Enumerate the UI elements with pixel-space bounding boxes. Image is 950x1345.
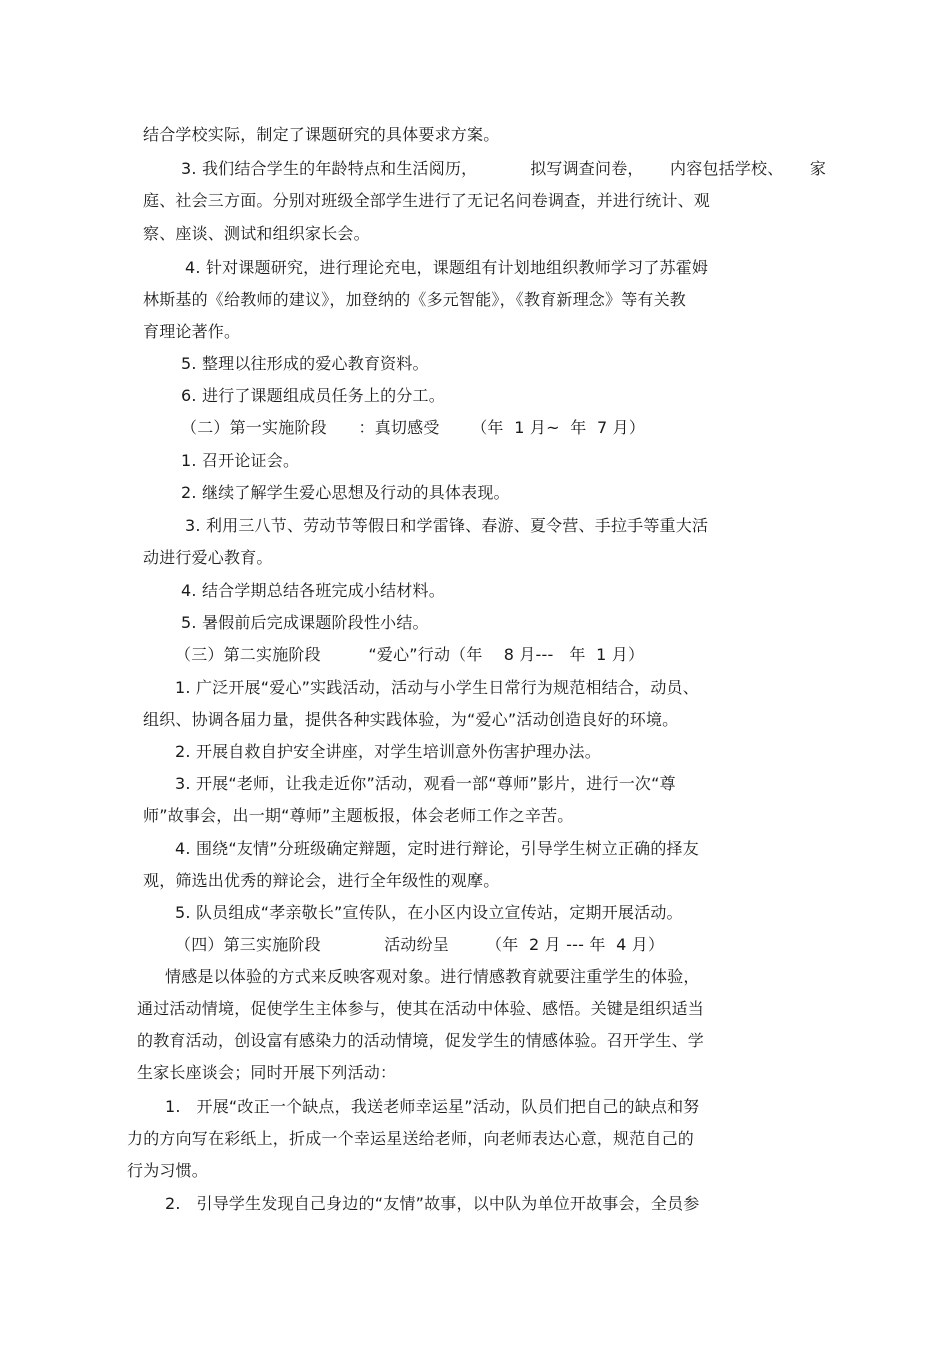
text-line: 力的方向写在彩纸上，折成一个幸运星送给老师，向老师表达心意，规范自己的 — [127, 1129, 695, 1148]
text-line: 2. 引导学生发现自己身边的“友情”故事，以中队为单位开故事会，全员参 — [165, 1194, 700, 1213]
text-line: 庭、社会三方面。分别对班级全部学生进行了无记名问卷调查，并进行统计、观 — [143, 191, 711, 210]
text-line: 5. 整理以往形成的爱心教育资料。 — [181, 354, 429, 373]
text-line: 动进行爱心教育。 — [143, 548, 273, 567]
section-heading: （二）第一实施阶段 ：真切感受 （年 1 月~ 年 7 月） — [181, 418, 646, 437]
text-line: 察、座谈、测试和组织家长会。 — [143, 224, 370, 243]
text-line: 观，筛选出优秀的辩论会，进行全年级性的观摩。 — [143, 871, 500, 890]
text-line: 情感是以体验的方式来反映客观对象。进行情感教育就要注重学生的体验， — [165, 967, 700, 986]
text-line: 5. 队员组成“孝亲敬长”宣传队，在小区内设立宣传站，定期开展活动。 — [175, 903, 683, 922]
text-line: 1. 召开论证会。 — [181, 451, 300, 470]
section-heading: （四）第三实施阶段 活动纷呈 （年 2 月 --- 年 4 月） — [175, 935, 665, 954]
text-line: 2. 继续了解学生爱心思想及行动的具体表现。 — [181, 483, 510, 502]
text-line: 4. 结合学期总结各班完成小结材料。 — [181, 581, 445, 600]
text-line: 行为习惯。 — [127, 1161, 209, 1180]
section-heading: （三）第二实施阶段 “爱心”行动（年 8 月--- 年 1 月） — [175, 645, 645, 664]
text-line: 5. 暑假前后完成课题阶段性小结。 — [181, 613, 429, 632]
text-line: 师”故事会，出一期“尊师”主题板报，体会老师工作之辛苦。 — [143, 806, 574, 825]
text-line: 4. 针对课题研究，进行理论充电，课题组有计划地组织教师学习了苏霍姆 — [185, 258, 709, 277]
text-line: 3. 利用三八节、劳动节等假日和学雷锋、春游、夏令营、手拉手等重大活 — [185, 516, 709, 535]
text-line: 2. 开展自救自护安全讲座，对学生培训意外伤害护理办法。 — [175, 742, 601, 761]
text-line: 结合学校实际，制定了课题研究的具体要求方案。 — [143, 125, 500, 144]
text-line: 3. 我们结合学生的年龄特点和生活阅历， 拟写调查问卷， 内容包括学校、 家 — [181, 159, 827, 178]
text-line: 组织、协调各届力量，提供各种实践体验，为“爱心”活动创造良好的环境。 — [143, 710, 679, 729]
text-line: 生家长座谈会；同时开展下列活动： — [137, 1063, 397, 1082]
text-line: 1. 开展“改正一个缺点，我送老师幸运星”活动，队员们把自己的缺点和努 — [165, 1097, 700, 1116]
text-line: 6. 进行了课题组成员任务上的分工。 — [181, 386, 445, 405]
text-line: 的教育活动，创设富有感染力的活动情境，促发学生的情感体验。召开学生、学 — [137, 1031, 705, 1050]
text-line: 林斯基的《给教师的建议》，加登纳的《多元智能》，《教育新理念》等有关教 — [143, 290, 687, 309]
text-line: 1. 广泛开展“爱心”实践活动，活动与小学生日常行为规范相结合，动员、 — [175, 678, 699, 697]
text-line: 通过活动情境，促使学生主体参与，使其在活动中体验、感悟。关键是组织适当 — [137, 999, 705, 1018]
text-line: 4. 围绕“友情”分班级确定辩题，定时进行辩论，引导学生树立正确的择友 — [175, 839, 699, 858]
text-line: 育理论著作。 — [143, 322, 241, 341]
text-line: 3. 开展“老师，让我走近你”活动，观看一部“尊师”影片，进行一次“尊 — [175, 774, 676, 793]
